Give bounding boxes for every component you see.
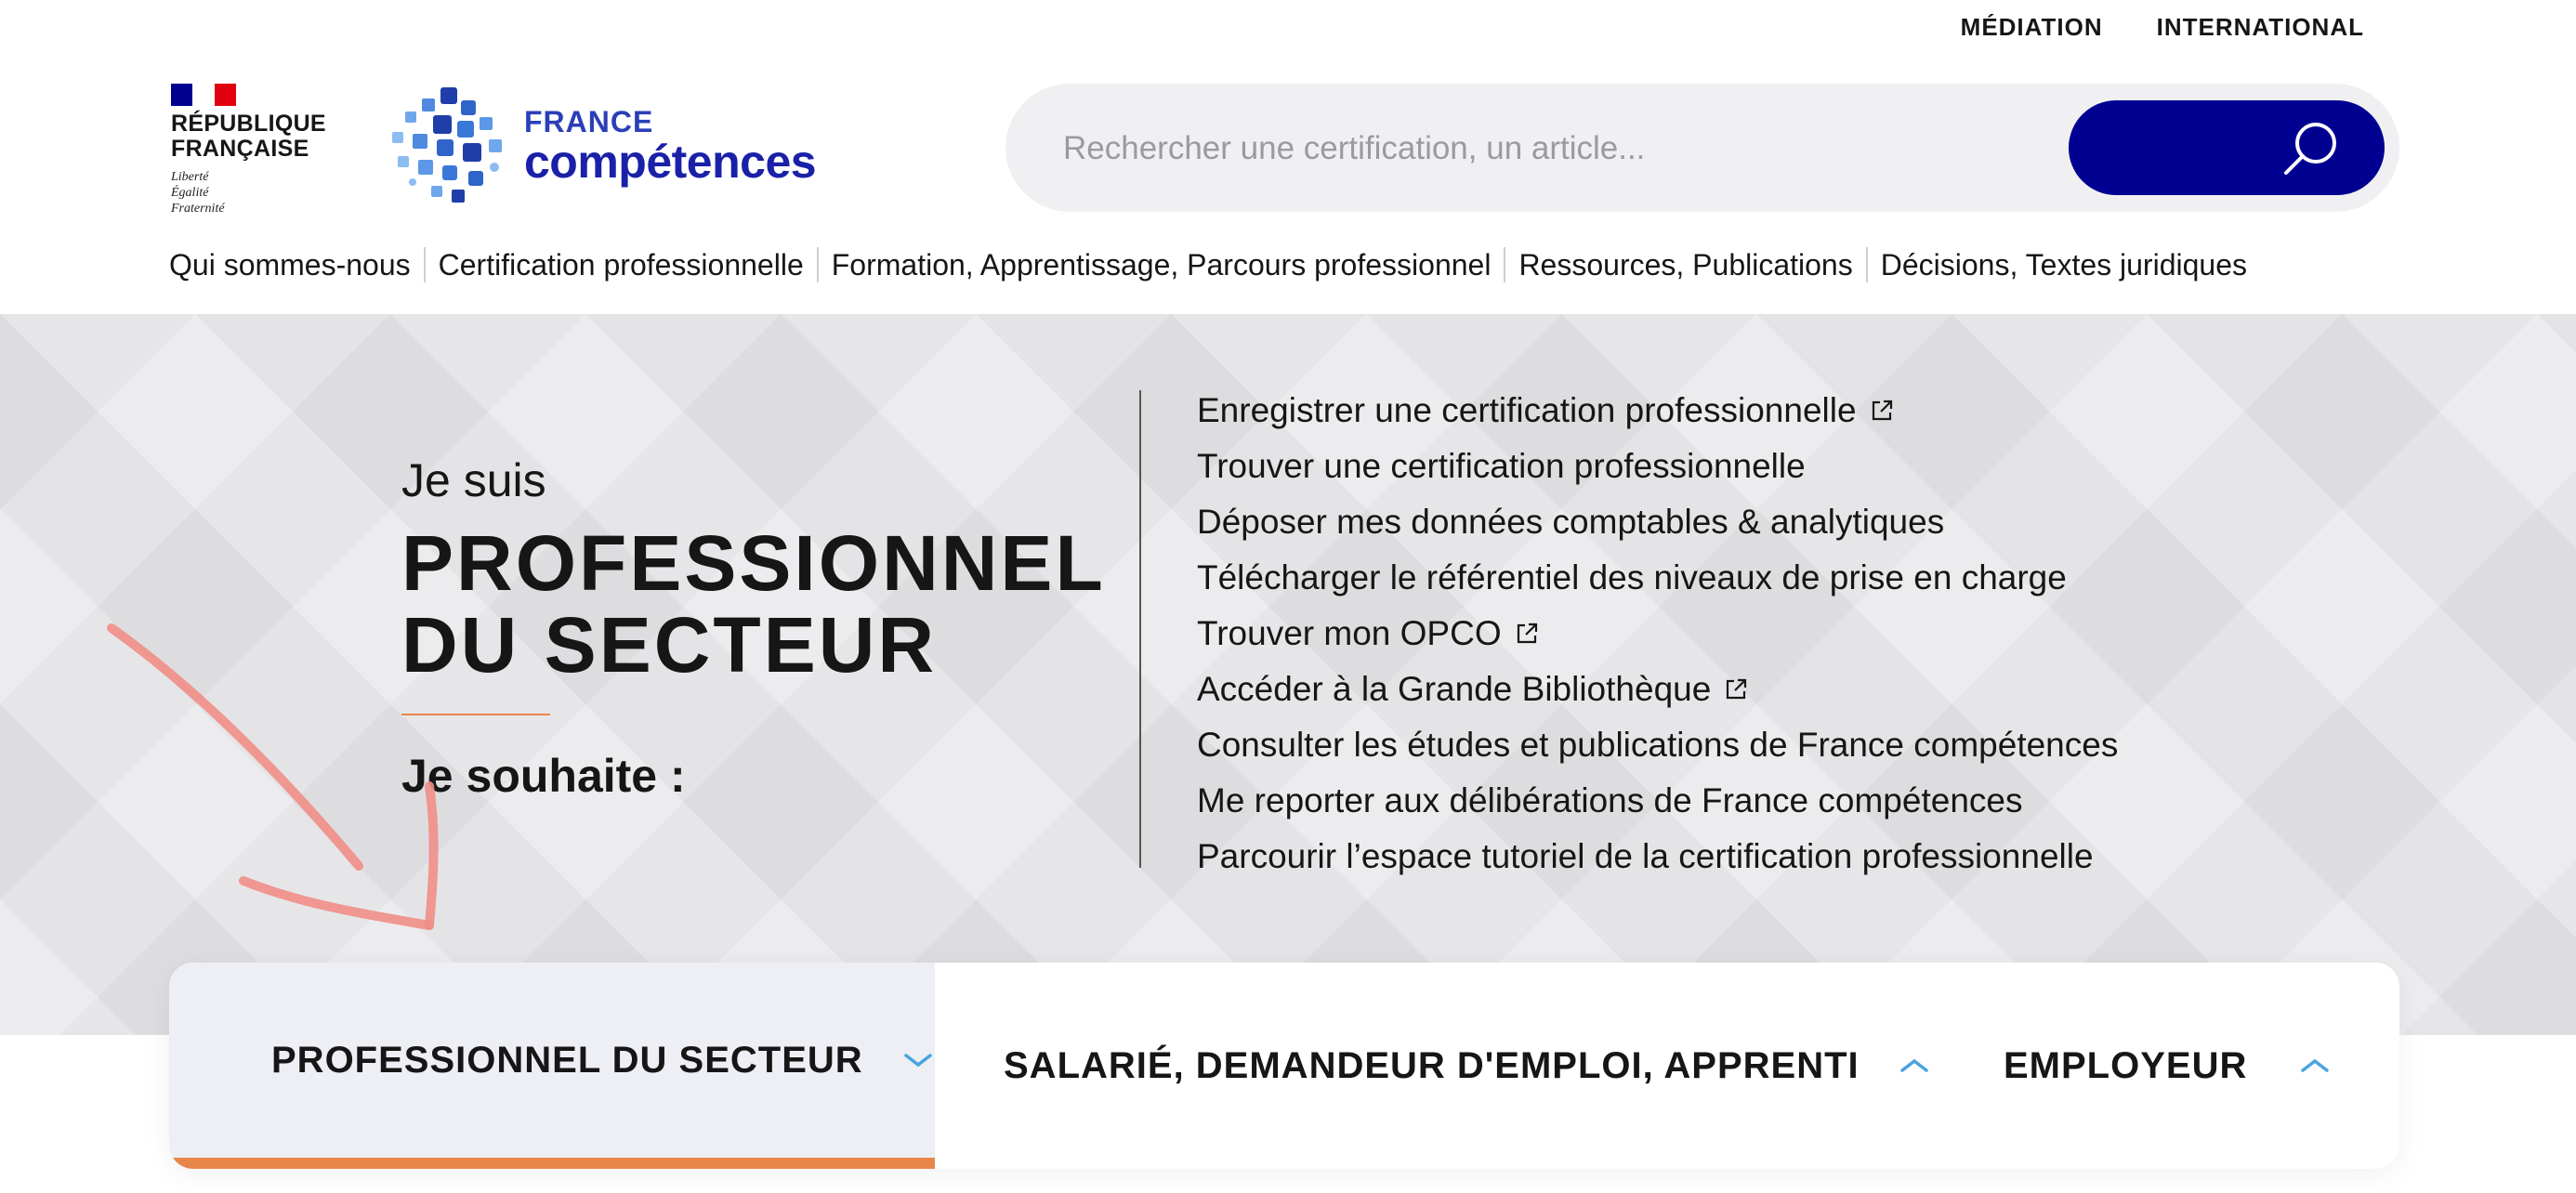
hero-divider: [1139, 390, 1141, 868]
french-flag-icon: [171, 84, 236, 106]
nav-ressources-publications[interactable]: Ressources, Publications: [1518, 247, 1853, 282]
brand-france-text: FRANCE: [524, 105, 654, 138]
chevron-up-icon: [1899, 1056, 1930, 1075]
action-link-espace-tutoriel[interactable]: [1197, 829, 2118, 885]
republique-label: RÉPUBLIQUE: [171, 111, 326, 137]
search-button[interactable]: [2069, 100, 2385, 195]
motto-egalite: Égalité: [171, 186, 209, 200]
profile-title: [401, 519, 1106, 688]
action-link-etudes-publications[interactable]: [1197, 717, 2118, 773]
nav-qui-sommes-nous[interactable]: Qui sommes-nous: [169, 247, 411, 282]
action-link-label: Consulter les études et publications de France compétences: [1197, 726, 2119, 764]
nav-divider: [1866, 247, 1868, 282]
action-link-trouver-certification[interactable]: [1197, 439, 2118, 494]
nav-divider: [817, 247, 819, 282]
action-link-label: Déposer mes données comptables & analytiques: [1197, 503, 1945, 541]
tab-label: PROFESSIONNEL DU SECTEUR: [271, 1039, 863, 1081]
nav-divider: [424, 247, 426, 282]
profile-tabs: [169, 963, 2399, 1169]
external-link-icon: [1870, 399, 1894, 423]
search-icon: [2280, 119, 2340, 178]
action-link-label: Parcourir l’espace tutoriel de la certification professionnelle: [1197, 837, 2094, 875]
profile-title-line2: DU SECTEUR: [401, 601, 938, 688]
tab-professionnel-du-secteur[interactable]: [169, 963, 935, 1169]
external-link-icon: [1724, 677, 1748, 701]
title-underline: [401, 714, 550, 715]
hero-intro: Je suis: [401, 454, 546, 506]
action-link-enregistrer-certification[interactable]: [1197, 383, 2118, 439]
action-links-list: [1197, 383, 2118, 885]
action-link-telecharger-referentiel[interactable]: [1197, 550, 2118, 606]
motto: [171, 169, 338, 216]
cubes-logo-icon: [390, 85, 511, 206]
external-link-icon: [1515, 622, 1539, 646]
action-link-label: Trouver une certification professionnelle: [1197, 447, 1806, 485]
francaise-label: FRANÇAISE: [171, 136, 309, 162]
action-link-grande-bibliotheque[interactable]: [1197, 662, 2118, 717]
action-link-label: Accéder à la Grande Bibliothèque: [1197, 670, 1712, 708]
profile-title-line1: PROFESSIONNEL: [401, 519, 1106, 607]
republique-francaise-logo[interactable]: [171, 84, 338, 216]
wish-heading: Je souhaite :: [401, 750, 686, 802]
action-link-trouver-opco[interactable]: [1197, 606, 2118, 662]
tab-label: SALARIÉ, DEMANDEUR D'EMPLOI, APPRENTI: [1004, 1044, 1860, 1086]
chevron-up-icon: [2299, 1056, 2331, 1075]
mediation-link[interactable]: MÉDIATION: [1960, 13, 2103, 41]
chevron-down-icon: [902, 1051, 934, 1069]
brand-name: [524, 105, 817, 188]
action-link-deposer-donnees[interactable]: [1197, 494, 2118, 550]
action-link-label: Trouver mon OPCO: [1197, 614, 1502, 652]
action-link-label: Enregistrer une certification professionnelle: [1197, 391, 1857, 429]
tab-label: EMPLOYEUR: [2004, 1044, 2248, 1086]
france-competences-logo[interactable]: [390, 85, 816, 206]
tab-employeur[interactable]: [2004, 963, 2394, 1169]
action-link-deliberations[interactable]: [1197, 773, 2118, 829]
search-bar: [1005, 84, 2399, 212]
nav-decisions-textes[interactable]: Décisions, Textes juridiques: [1880, 247, 2247, 282]
motto-liberte: Liberté: [171, 170, 209, 184]
motto-fraternite: Fraternité: [171, 202, 225, 216]
tab-salarie-demandeur-apprenti[interactable]: [1004, 963, 1933, 1169]
international-link[interactable]: INTERNATIONAL: [2156, 13, 2364, 41]
nav-divider: [1504, 247, 1505, 282]
action-link-label: Me reporter aux délibérations de France compétences: [1197, 781, 2023, 819]
search-input[interactable]: [1061, 84, 2087, 214]
nav-certification-professionnelle[interactable]: Certification professionnelle: [438, 247, 804, 282]
brand-competences-text: compétences: [524, 136, 817, 188]
action-link-label: Télécharger le référentiel des niveaux de prise en charge: [1197, 558, 2067, 596]
nav-formation-apprentissage[interactable]: Formation, Apprentissage, Parcours professionnel: [831, 247, 1492, 282]
top-utility-links: [1961, 13, 2364, 42]
main-navigation: [169, 247, 2247, 282]
